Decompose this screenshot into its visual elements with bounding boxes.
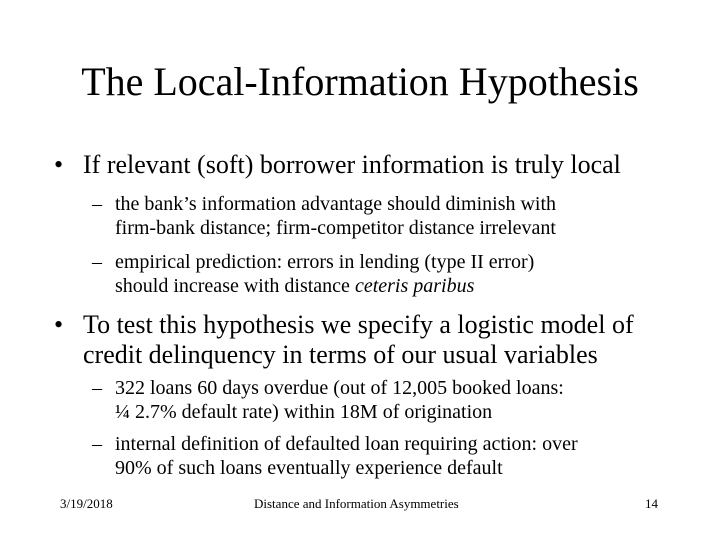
bullet-symbol: • bbox=[54, 310, 64, 339]
sub-bullet-line: 90% of such loans eventually experience default bbox=[115, 457, 503, 479]
bullet-symbol: • bbox=[54, 150, 64, 179]
slide-title: The Local-Information Hypothesis bbox=[81, 59, 639, 104]
footer-title: Distance and Information Asymmetries bbox=[254, 496, 459, 511]
sub-bullet-symbol: – bbox=[92, 433, 102, 455]
sub-bullet-symbol: – bbox=[92, 251, 102, 273]
bullet-text-line: credit delinquency in terms of our usual variables bbox=[83, 340, 598, 369]
sub-bullet-line-2 bbox=[115, 274, 474, 298]
sub-bullet-line: ¼ 2.7% default rate) within 18M of origination bbox=[115, 401, 493, 423]
italic-phrase: ceteris paribus bbox=[354, 275, 475, 297]
sub-bullet-line: the bank’s information advantage should diminish with bbox=[115, 193, 557, 215]
footer-date: 3/19/2018 bbox=[60, 496, 113, 511]
sub-bullet-text: should increase with distance bbox=[115, 275, 355, 297]
sub-bullet-line: 322 loans 60 days overdue (out of 12,005 booked loans: bbox=[115, 377, 564, 399]
sub-bullet-symbol: – bbox=[92, 193, 102, 215]
sub-bullet-line: firm-bank distance; firm-competitor distance irrelevant bbox=[115, 217, 556, 239]
bullet-text: If relevant (soft) borrower information is truly local bbox=[83, 150, 621, 179]
sub-bullet-symbol: – bbox=[92, 377, 102, 399]
sub-bullet-line: empirical prediction: errors in lending (type II error) bbox=[115, 251, 535, 273]
bullet-text-line: To test this hypothesis we specify a logistic model of bbox=[83, 310, 634, 339]
sub-bullet-line: internal definition of defaulted loan requiring action: over bbox=[115, 433, 578, 455]
footer-page-number: 14 bbox=[645, 496, 658, 511]
